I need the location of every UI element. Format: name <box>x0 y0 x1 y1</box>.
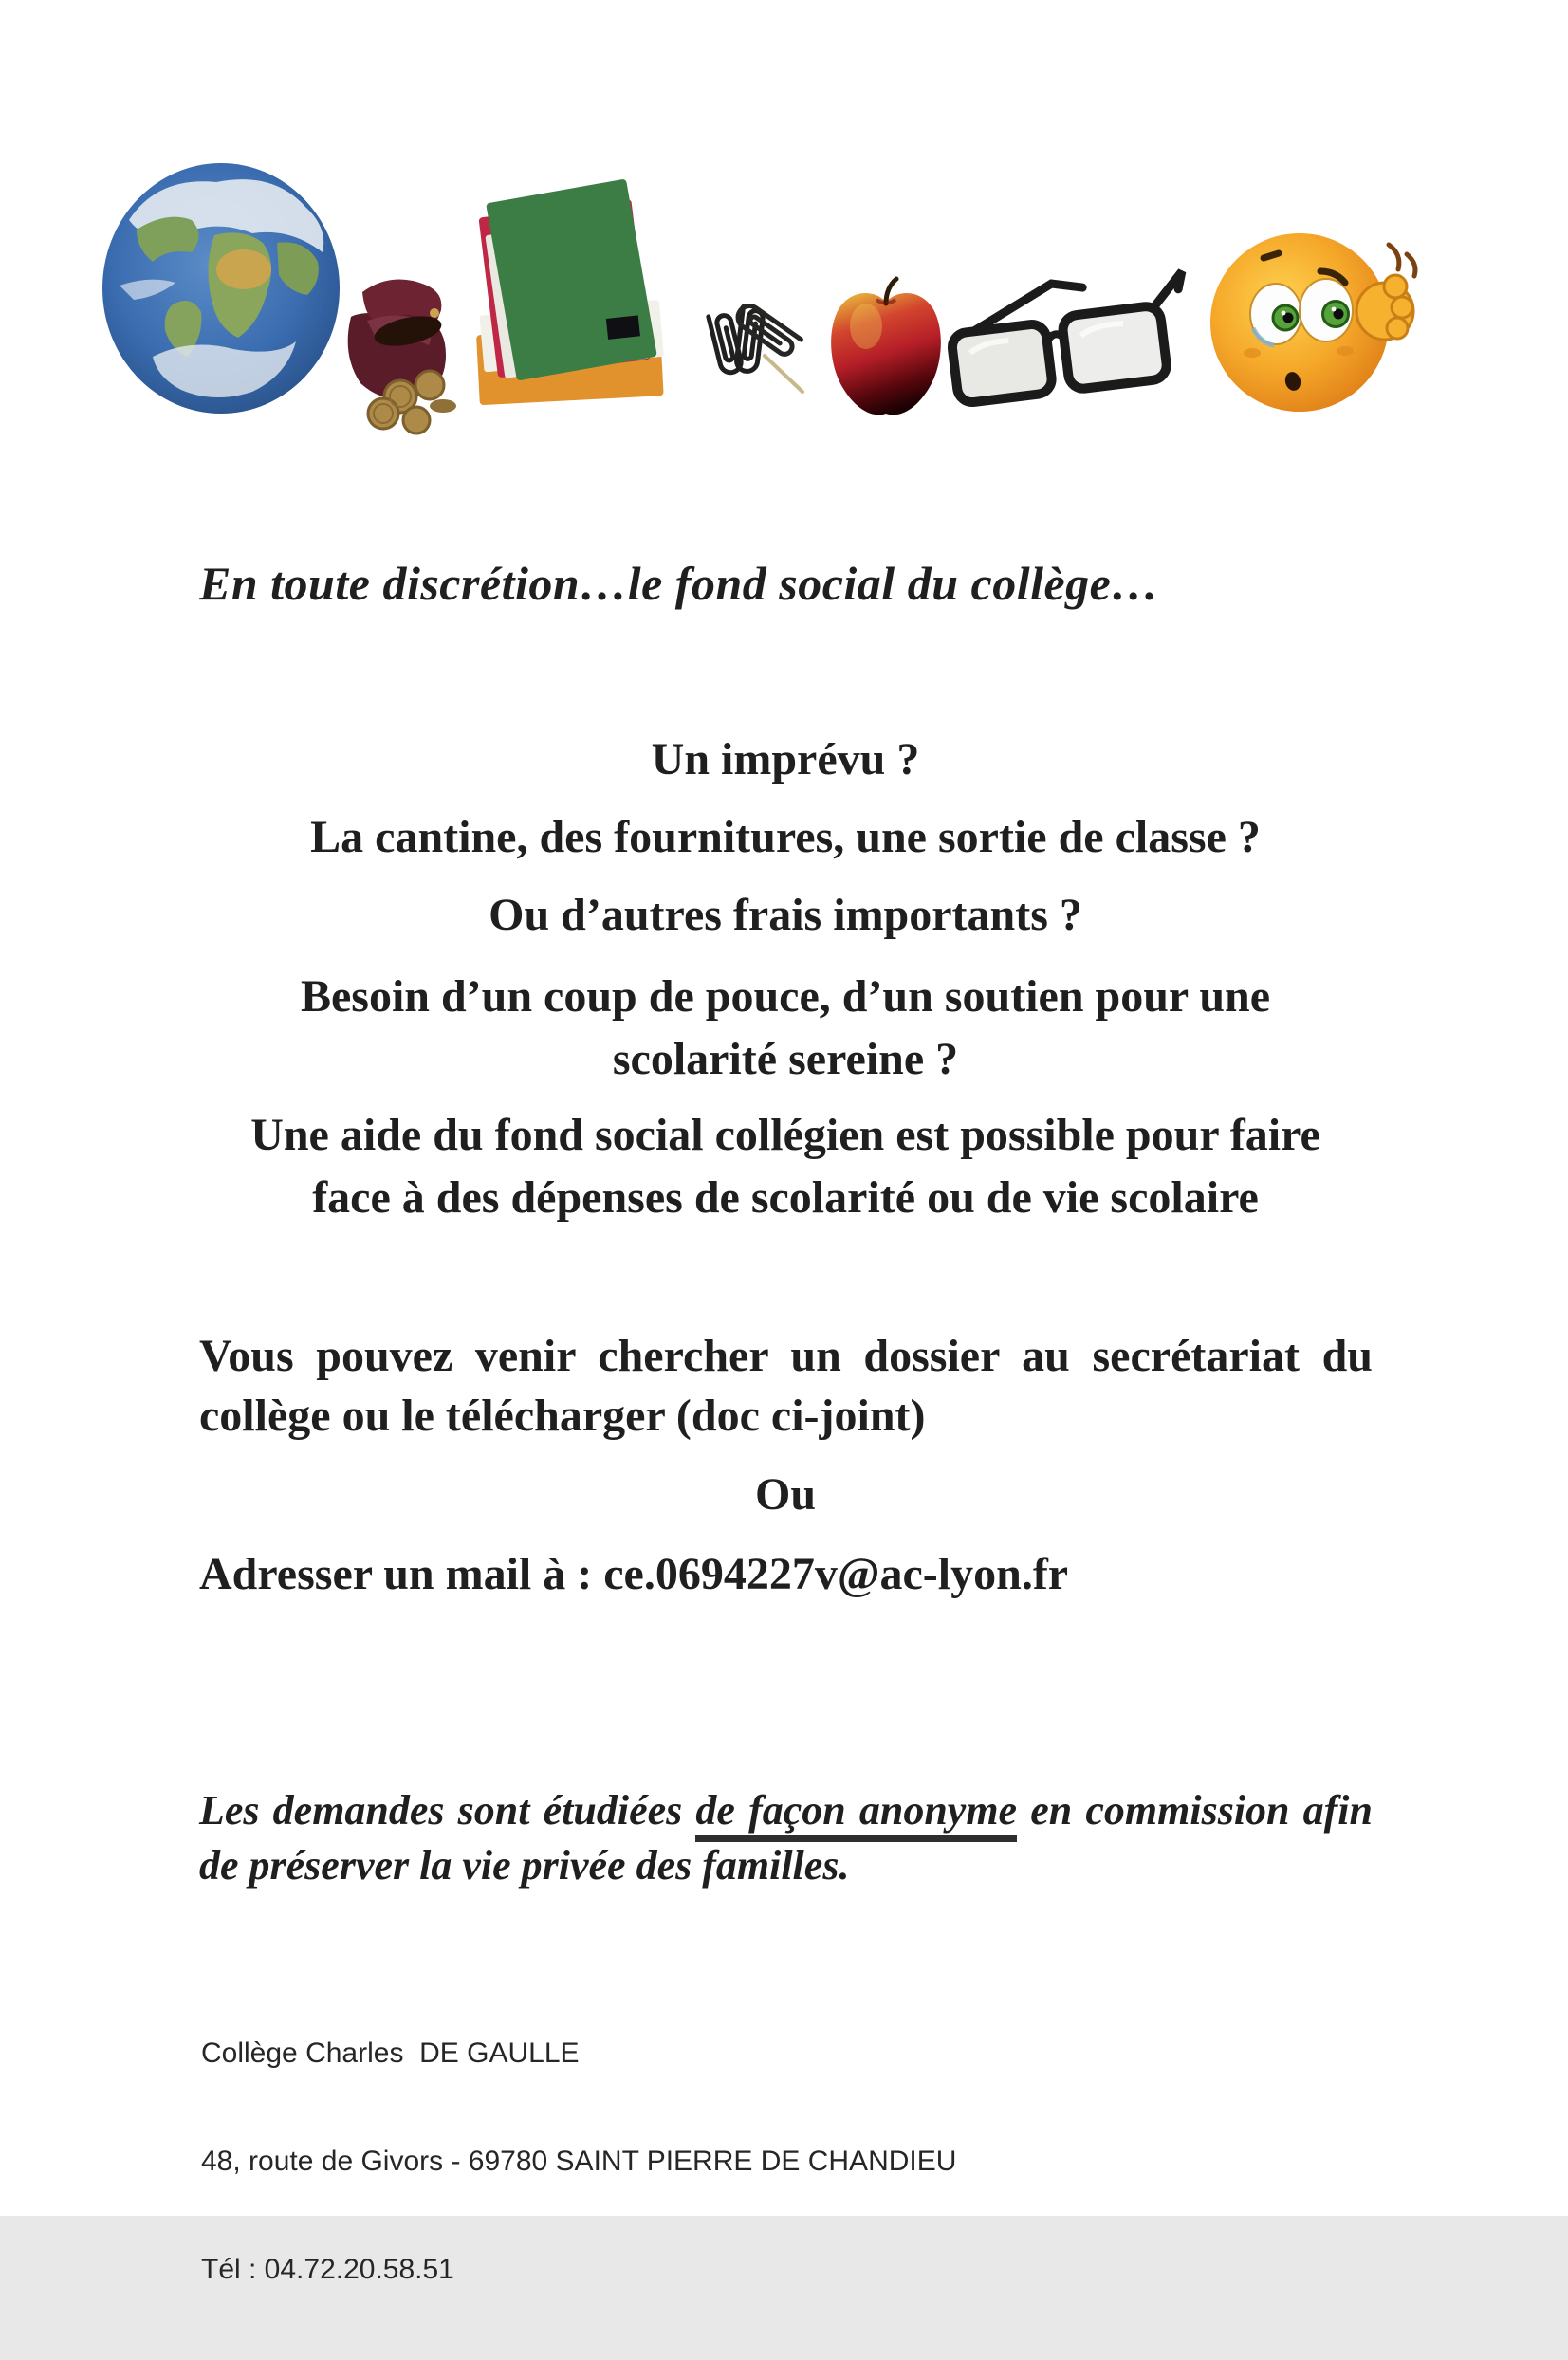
school-contact-block <box>201 1964 1055 2360</box>
coin-purse-icon <box>334 264 474 444</box>
paperclips-icon <box>691 289 828 413</box>
anonymity-note <box>199 1783 1373 1893</box>
eyeglasses-icon <box>947 261 1195 408</box>
question-canteen <box>197 806 1374 869</box>
question-text: scolarité sereine ? <box>612 1034 959 1084</box>
statement-aid-possible <box>197 1104 1374 1229</box>
pickup-line: Vous pouvez venir chercher un dossier au secrétariat du <box>199 1331 1373 1381</box>
page-title: En toute discrétion…le fond social du collège… <box>199 557 1159 610</box>
note-text: en commission afin <box>1017 1787 1373 1834</box>
puzzled-emoji-icon <box>1203 218 1419 419</box>
question-unexpected <box>197 728 1374 791</box>
question-text: Besoin d’un coup de pouce, d’un soutien pour une <box>300 971 1271 1022</box>
folder-stack-icon <box>472 188 676 411</box>
statement-text: Une aide du fond social collégien est possible pour faire <box>250 1110 1320 1160</box>
question-support <box>197 966 1374 1091</box>
school-address: 48, route de Givors - 69780 SAINT PIERRE DE CHANDIEU <box>201 2146 957 2177</box>
school-phone: Tél : 04.72.20.58.51 <box>201 2254 454 2285</box>
question-text: Ou d’autres frais importants ? <box>489 890 1082 940</box>
note-line: de préserver la vie privée des familles. <box>199 1842 850 1889</box>
globe-icon <box>101 161 341 415</box>
apple-icon <box>823 277 949 421</box>
email-line: Adresser un mail à : ce.0694227v@ac-lyon.fr <box>199 1549 1069 1599</box>
note-line <box>199 1783 1373 1838</box>
statement-text: face à des dépenses de scolarité ou de vie scolaire <box>312 1172 1259 1223</box>
question-text: La cantine, des fournitures, une sortie de classe ? <box>310 812 1261 862</box>
school-name: Collège Charles DE GAULLE <box>201 2037 580 2069</box>
question-text: Un imprévu ? <box>651 734 920 784</box>
pickup-line: collège ou le télécharger (doc ci-joint) <box>199 1391 926 1441</box>
underlined-text: de façon anonyme <box>695 1787 1017 1842</box>
note-text: Les demandes sont étudiées <box>199 1787 696 1834</box>
or-label: Ou <box>754 1469 817 1520</box>
question-other-fees <box>197 884 1374 947</box>
pickup-paragraph <box>199 1326 1373 1446</box>
